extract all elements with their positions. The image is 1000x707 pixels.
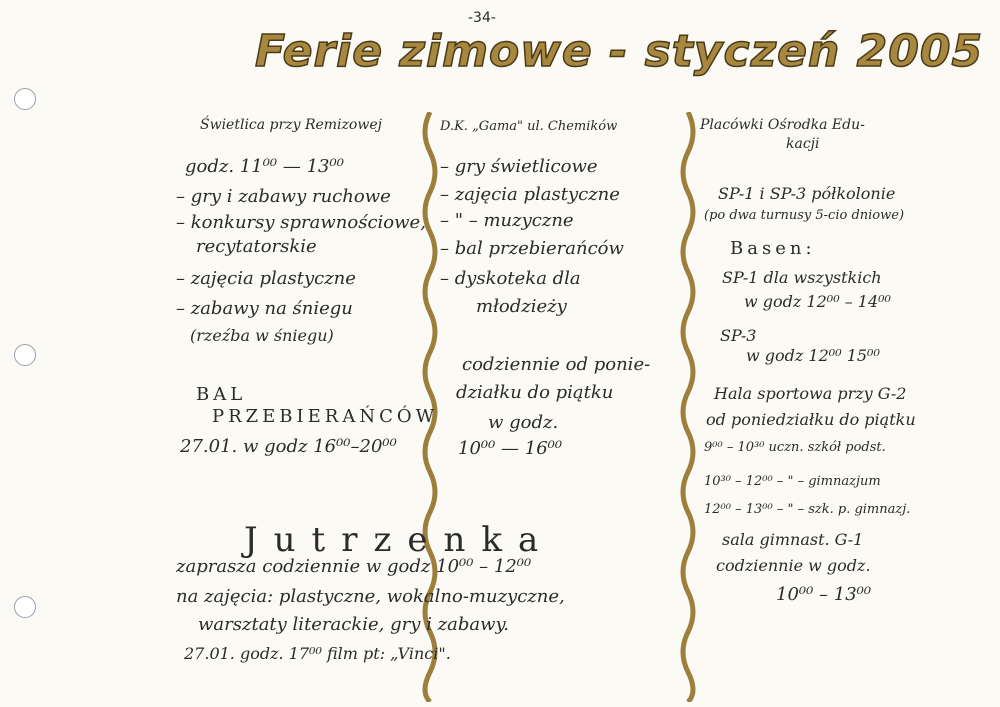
col1-item: recytatorskie bbox=[196, 236, 317, 257]
col1-item: – gry i zabawy ruchowe bbox=[176, 186, 391, 207]
col3-line: codziennie w godz. bbox=[716, 556, 871, 575]
col1-item: – zajęcia plastyczne bbox=[176, 268, 356, 289]
col3-line: w godz 12⁰⁰ 15⁰⁰ bbox=[746, 346, 880, 365]
jutrzenka-line: zaprasza codziennie w godz 10⁰⁰ – 12⁰⁰ bbox=[176, 556, 532, 577]
col3-line: SP-1 i SP-3 półkolonie bbox=[718, 184, 896, 203]
jutrzenka-title: Jutrzenka bbox=[244, 520, 555, 560]
binder-hole-middle bbox=[14, 344, 36, 366]
binder-hole-top bbox=[14, 88, 36, 110]
col3-header: Placówki Ośrodka Edu- bbox=[700, 117, 865, 133]
col3-line: 10⁰⁰ – 13⁰⁰ bbox=[776, 584, 872, 605]
col1-hours: godz. 11⁰⁰ — 13⁰⁰ bbox=[185, 156, 344, 177]
col1-item: – konkursy sprawnościowe, bbox=[176, 212, 426, 233]
col1-header: Świetlica przy Remizowej bbox=[200, 117, 382, 133]
col3-line: Hala sportowa przy G-2 bbox=[714, 384, 907, 403]
column-divider-right bbox=[676, 112, 700, 702]
col2-schedule: 10⁰⁰ — 16⁰⁰ bbox=[458, 438, 563, 459]
bal-title-line2: PRZEBIERAŃCÓW bbox=[212, 406, 439, 427]
binder-hole-bottom bbox=[14, 596, 36, 618]
col2-item: – gry świetlicowe bbox=[440, 156, 598, 177]
col3-line: 10³⁰ – 12⁰⁰ – " – gimnazjum bbox=[704, 474, 881, 489]
jutrzenka-line: na zajęcia: plastyczne, wokalno-muzyczne, bbox=[176, 586, 565, 607]
bal-date: 27.01. w godz 16⁰⁰–20⁰⁰ bbox=[180, 436, 397, 457]
col2-item: młodzieży bbox=[476, 296, 567, 317]
col3-header: kacji bbox=[786, 136, 820, 152]
jutrzenka-line: 27.01. godz. 17⁰⁰ film pt: „Vinci". bbox=[184, 644, 451, 663]
col3-line: od poniedziałku do piątku bbox=[706, 410, 916, 429]
col2-item: – bal przebierańców bbox=[440, 238, 624, 259]
col2-header: D.K. „Gama" ul. Chemików bbox=[440, 119, 618, 134]
col2-item: – dyskoteka dla bbox=[440, 268, 581, 289]
col3-line: w godz 12⁰⁰ – 14⁰⁰ bbox=[744, 292, 891, 311]
page-title: Ferie zimowe - styczeń 2005 bbox=[255, 26, 984, 77]
col2-item: – zajęcia plastyczne bbox=[440, 184, 620, 205]
col3-line: SP-3 bbox=[720, 326, 757, 345]
col3-line: 12⁰⁰ – 13⁰⁰ – " – szk. p. gimnazj. bbox=[704, 502, 911, 517]
col2-schedule: codziennie od ponie- bbox=[462, 354, 651, 375]
jutrzenka-line: warsztaty literackie, gry i zabawy. bbox=[198, 614, 510, 635]
col2-item: – " – muzyczne bbox=[440, 210, 574, 231]
col3-line: sala gimnast. G-1 bbox=[722, 530, 864, 549]
col3-line: (po dwa turnusy 5-cio dniowe) bbox=[704, 208, 905, 223]
page-number: -34- bbox=[468, 10, 496, 26]
col2-schedule: działku do piątku bbox=[456, 382, 614, 403]
col3-line: 9⁰⁰ – 10³⁰ uczn. szkół podst. bbox=[704, 440, 886, 455]
bal-title-line1: BAL bbox=[196, 384, 247, 405]
col1-item: (rzeźba w śniegu) bbox=[190, 326, 334, 345]
col3-line: Basen: bbox=[730, 238, 816, 259]
col3-line: SP-1 dla wszystkich bbox=[722, 268, 882, 287]
col1-item: – zabawy na śniegu bbox=[176, 298, 353, 319]
col2-schedule: w godz. bbox=[488, 412, 559, 433]
